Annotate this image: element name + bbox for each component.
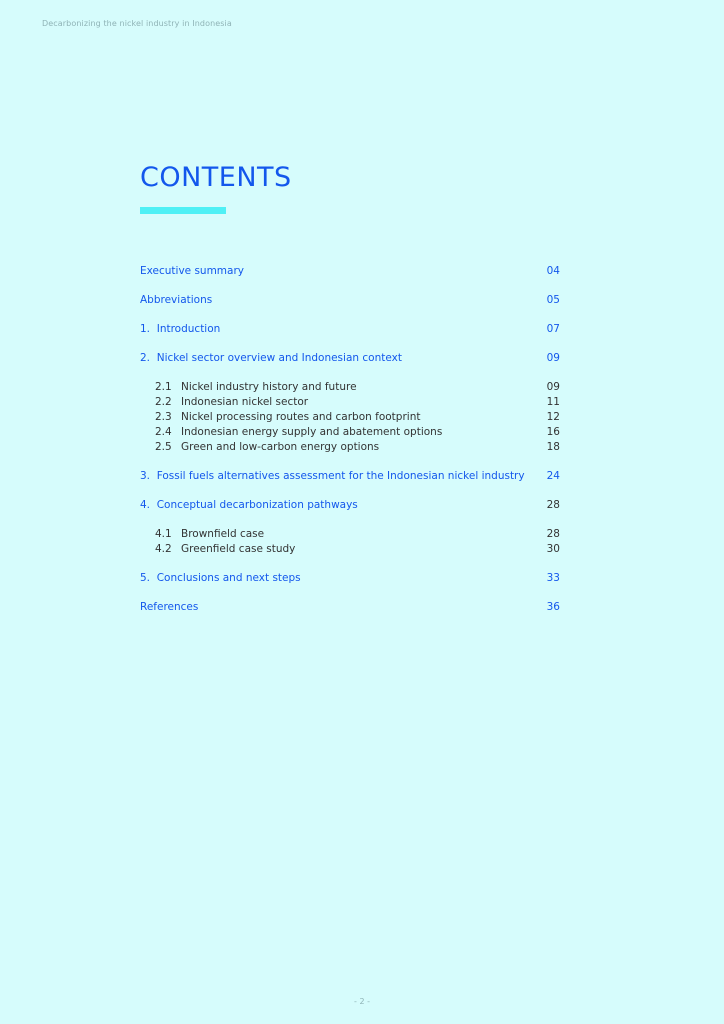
toc-subentry-4-2[interactable] [140,542,560,557]
toc-label: 2.4 Indonesian energy supply and abatement options [155,426,443,438]
toc-page-number: 09 [546,352,560,364]
toc-section-number: 2. [140,352,151,364]
toc-label: Abbreviations [140,294,213,306]
toc-entry-executive-summary[interactable] [140,264,560,279]
toc-label: 1. Introduction [140,323,221,335]
toc-entry-introduction[interactable] [140,322,560,337]
toc-label: 2.5 Green and low-carbon energy options [155,441,380,453]
toc-label: 4.1 Brownfield case [155,528,265,540]
toc-label: 2. Nickel sector overview and Indonesian context [140,352,402,364]
toc-subentry-2-1[interactable] [140,380,560,395]
title-accent-bar [140,207,226,214]
table-of-contents [140,264,560,615]
page-number: - 2 - [354,997,370,1006]
toc-section-number: 4. [140,499,151,511]
toc-section-number: 3. [140,470,151,482]
toc-section-number: 2.4 [155,426,172,438]
toc-section-number: 4.2 [155,543,172,555]
toc-label: 2.2 Indonesian nickel sector [155,396,309,408]
toc-subentry-2-2[interactable] [140,395,560,410]
toc-label: 3. Fossil fuels alternatives assessment for the Indonesian nickel industry [140,470,525,482]
toc-section-number: 2.1 [155,381,172,393]
toc-section-number: 4.1 [155,528,172,540]
toc-page-number: 05 [546,294,560,306]
toc-subentry-2-5[interactable] [140,440,560,455]
toc-label: 2.1 Nickel industry history and future [155,381,357,393]
toc-page-number: 16 [546,426,560,438]
running-header: Decarbonizing the nickel industry in Indonesia [42,19,232,28]
toc-entry-nickel-sector-overview[interactable] [140,351,560,366]
toc-subentry-4-1[interactable] [140,527,560,542]
toc-entry-decarbonization-pathways[interactable] [140,498,560,513]
toc-label: 5. Conclusions and next steps [140,572,301,584]
toc-page-number: 12 [546,411,560,423]
toc-section-number: 5. [140,572,151,584]
toc-page-number: 28 [546,528,560,540]
toc-label: 4.2 Greenfield case study [155,543,296,555]
toc-page-number: 09 [546,381,560,393]
toc-entry-references[interactable] [140,600,560,615]
toc-page-number: 04 [546,265,560,277]
toc-subentry-2-3[interactable] [140,410,560,425]
toc-page-number: 36 [546,601,560,613]
toc-subentry-2-4[interactable] [140,425,560,440]
toc-entry-fossil-fuels-alternatives[interactable] [140,469,560,484]
toc-label: References [140,601,199,613]
toc-page-number: 07 [546,323,560,335]
toc-page-number: 11 [546,396,560,408]
toc-page-number: 33 [546,572,560,584]
toc-page-number: 30 [546,543,560,555]
toc-label: 4. Conceptual decarbonization pathways [140,499,358,511]
toc-entry-abbreviations[interactable] [140,293,560,308]
toc-section-number: 2.2 [155,396,172,408]
toc-page-number: 18 [546,441,560,453]
page-title: CONTENTS [140,162,292,193]
toc-page-number: 28 [546,499,560,511]
toc-section-number: 2.5 [155,441,172,453]
toc-section-number: 2.3 [155,411,172,423]
toc-label: 2.3 Nickel processing routes and carbon footprint [155,411,421,423]
toc-entry-conclusions[interactable] [140,571,560,586]
toc-page-number: 24 [546,470,560,482]
toc-label: Executive summary [140,265,245,277]
toc-section-number: 1. [140,323,151,335]
